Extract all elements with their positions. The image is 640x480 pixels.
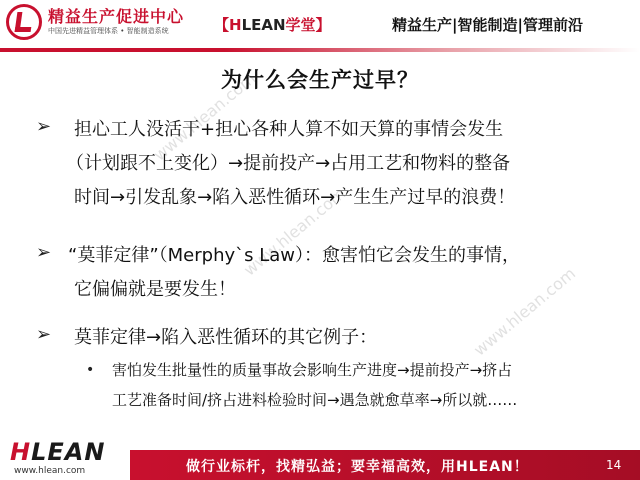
header-divider [0,48,640,52]
footer-slogan: 做行业标杆，找精弘益；要幸福高效，用HLEAN！ [186,459,529,475]
footer-logo: HLEAN [10,438,106,466]
bullet-arrow-icon: ➢ [36,116,52,137]
bullet-line: 时间→引发乱象→陷入恶性循环→产生生产过早的浪费！ [74,187,516,208]
bullet-arrow-icon: ➢ [36,242,52,263]
footer-url: www.hlean.com [14,466,86,476]
sub-bullet-line: 工艺准备时间/挤占进料检验时间→遇急就愈草率→所以就…… [112,391,518,409]
watermark: www.hlean.com [240,183,350,280]
bullet-line: 莫菲定律→陷入恶性循环的其它例子： [74,327,378,348]
bullet-line: 它偏偏就是要发生！ [74,279,236,300]
brand-name: 精益生产促进中心 [48,7,185,26]
bullet-arrow-icon: ➢ [36,324,52,345]
slide-title: 为什么会生产过早？ [221,68,419,92]
hlean-tag: 【HLEAN学堂】 [214,16,331,34]
bullet-line: “莫菲定律”（Merphy`s Law）：愈害怕它会发生的事情， [68,245,521,266]
brand-logo-icon [6,4,42,40]
bullet-line: 担心工人没活干+担心各种人算不如天算的事情会发生 [74,119,504,140]
header-slogan: 精益生产|智能制造|管理前沿 [392,16,583,34]
sub-bullet-line: 害怕发生批量性的质量事故会影响生产进度→提前投产→挤占 [112,361,513,379]
sub-bullet-dot-icon: • [86,362,95,378]
brand-subtitle: 中国先进精益管理体系 • 智能制造系统 [48,27,169,35]
watermark: www.hlean.com [470,263,580,360]
bullet-line: （计划跟不上变化）→提前投产→占用工艺和物料的整备 [66,153,511,174]
header [0,0,640,56]
page-number: 14 [606,458,622,472]
watermark: www.hlean.com [150,68,260,165]
